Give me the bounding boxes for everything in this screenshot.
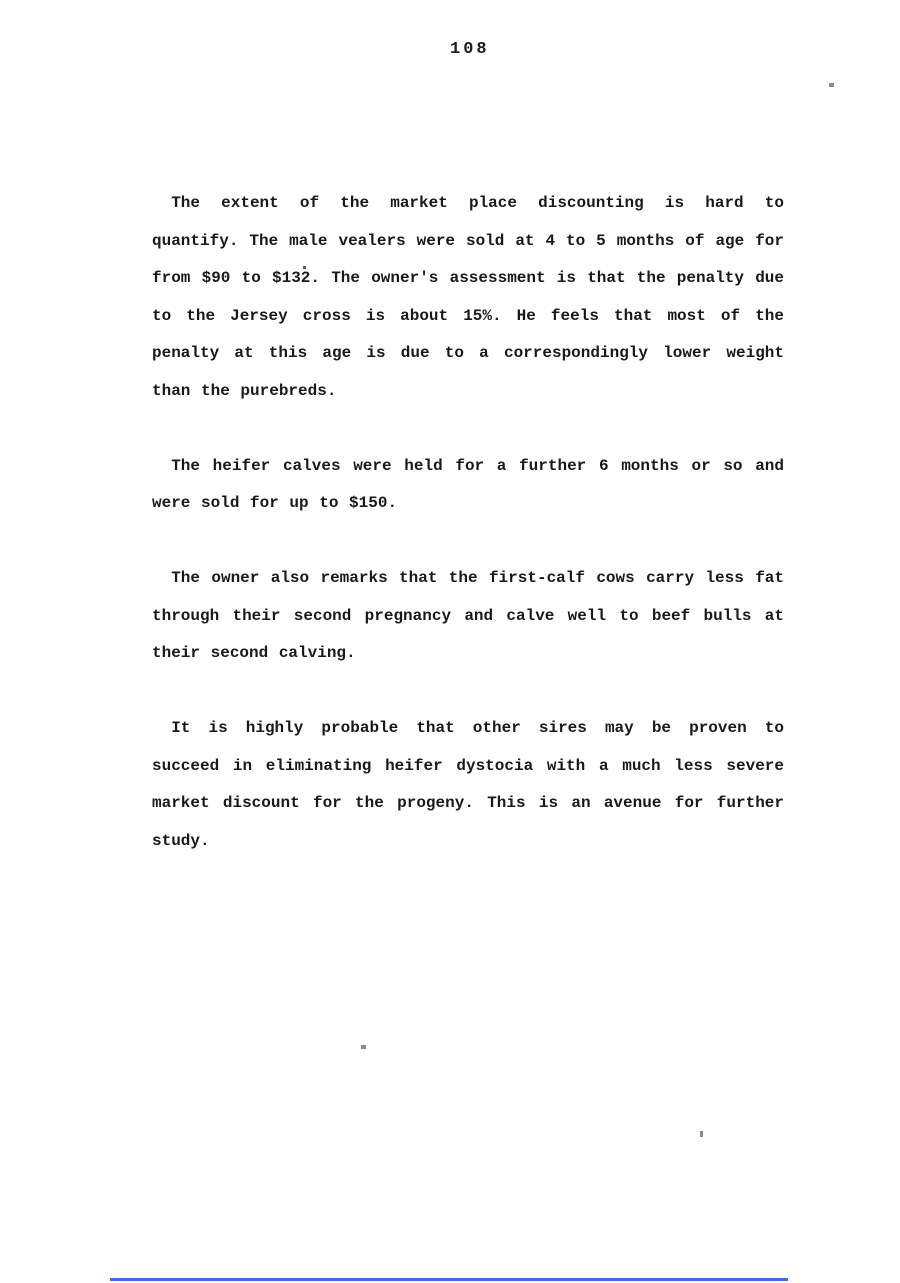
paragraph-heifer-calves: The heifer calves were held for a further 6 months or so and were sold for up to $150.	[152, 456, 784, 512]
scan-speck	[303, 266, 306, 269]
scan-speck	[700, 1131, 703, 1137]
scan-speck	[361, 1045, 366, 1049]
scan-speck	[829, 83, 834, 87]
scan-edge-artifact-line	[110, 1278, 788, 1281]
body-text	[152, 185, 784, 898]
page-number: 108	[450, 40, 490, 59]
paragraph-further-study: It is highly probable that other sires may be proven to succeed in eliminating heifer dystocia with a much less severe market discount for the progeny. This is an avenue for further study.	[152, 719, 784, 850]
paragraph-market-discounting: The extent of the market place discounting is hard to quantify. The male vealers were sold at 4 to 5 months of age for from $90 to $132. The owner's assessment is that the penalty due to the Jersey cross is about 15%. He feels that most of the penalty at this age is due to a correspondingly lower weight than the purebreds.	[152, 194, 784, 400]
paragraph-owner-remarks: The owner also remarks that the first-calf cows carry less fat through their second pregnancy and calve well to beef bulls at their second calving.	[152, 569, 784, 662]
